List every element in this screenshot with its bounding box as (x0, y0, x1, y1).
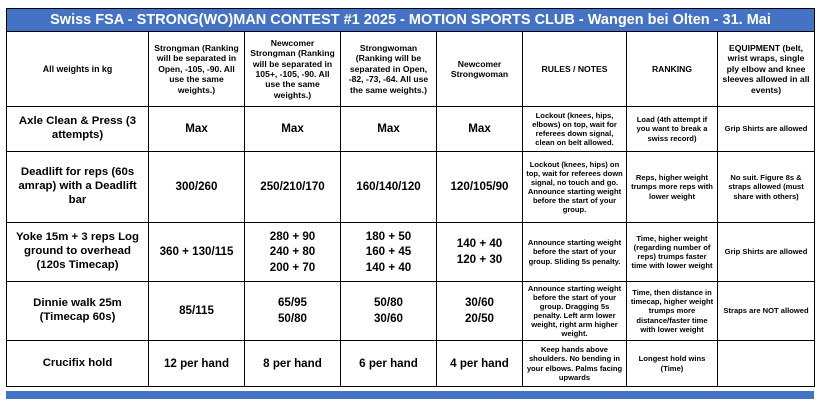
newcomer-strongman-weight: 280 + 90 240 + 80 200 + 70 (245, 223, 341, 282)
newcomer-strongman-weight: Max (245, 107, 341, 152)
contest-table (6, 8, 815, 387)
event-name: Axle Clean & Press (3 attempts) (7, 107, 149, 152)
strongman-weight: 12 per hand (149, 341, 245, 387)
equipment-note: Straps are NOT allowed (718, 282, 815, 341)
strongman-weight: Max (149, 107, 245, 152)
strongwoman-weight: 50/80 30/60 (341, 282, 437, 341)
table-row (7, 107, 815, 152)
event-name: Crucifix hold (7, 341, 149, 387)
header-strongman: Strongman (Ranking will be separated in Open, -105, -90. All use the same weights.) (149, 32, 245, 107)
newcomer-strongwoman-weight: 30/60 20/50 (437, 282, 523, 341)
header-weights: All weights in kg (7, 32, 149, 107)
equipment-note: Grip Shirts are allowed (718, 223, 815, 282)
event-name: Deadlift for reps (60s amrap) with a Deadlift bar (7, 152, 149, 223)
header-strongwoman: Strongwoman (Ranking will be separated in Open, -82, -73, -64. All use the same weights.) (341, 32, 437, 107)
newcomer-strongwoman-weight: 4 per hand (437, 341, 523, 387)
equipment-note: Grip Shirts are allowed (718, 107, 815, 152)
event-name: Yoke 15m + 3 reps Log ground to overhead (120s Timecap) (7, 223, 149, 282)
header-newcomer-strongwoman: Newcomer Strongwoman (437, 32, 523, 107)
rules-note: Keep hands above shoulders. No bending in your elbows. Palms facing upwards (523, 341, 627, 387)
strongwoman-weight: 160/140/120 (341, 152, 437, 223)
equipment-note: No suit. Figure 8s & straps allowed (must share with others) (718, 152, 815, 223)
newcomer-strongman-weight: 250/210/170 (245, 152, 341, 223)
strongman-weight: 85/115 (149, 282, 245, 341)
contest-table-sheet (6, 8, 814, 387)
ranking-note: Reps, higher weight trumps more reps with lower weight (627, 152, 718, 223)
ranking-note: Longest hold wins (Time) (627, 341, 718, 387)
newcomer-strongman-weight: 65/95 50/80 (245, 282, 341, 341)
strongman-weight: 300/260 (149, 152, 245, 223)
rules-note: Announce starting weight before the start of your group. Sliding 5s penalty. (523, 223, 627, 282)
rules-note: Lockout (knees, hips, elbows) on top, wait for referees down signal, clean on belt allowed. (523, 107, 627, 152)
ranking-note: Load (4th attempt if you want to break a swiss record) (627, 107, 718, 152)
header-newcomer-strongman: Newcomer Strongman (Ranking will be separated in 105+, -105, -90. All use the same weights.) (245, 32, 341, 107)
ranking-note: Time, then distance in timecap, higher weight trumps more distance/faster time with lower weight (627, 282, 718, 341)
ranking-note: Time, higher weight (regarding number of reps) trumps faster time with lower weight (627, 223, 718, 282)
strongwoman-weight: 6 per hand (341, 341, 437, 387)
table-row (7, 223, 815, 282)
strongwoman-weight: Max (341, 107, 437, 152)
rules-note: Lockout (knees, hips) on top, wait for referees down signal, no touch and go. Announce starting weight before the start of your group. (523, 152, 627, 223)
table-row (7, 282, 815, 341)
header-equipment: EQUIPMENT (belt, wrist wraps, single ply elbow and knee sleeves allowed in all events) (718, 32, 815, 107)
header-ranking: RANKING (627, 32, 718, 107)
header-rules: RULES / NOTES (523, 32, 627, 107)
equipment-note (718, 341, 815, 387)
newcomer-strongwoman-weight: 140 + 40 120 + 30 (437, 223, 523, 282)
bottom-bar (6, 391, 814, 399)
newcomer-strongman-weight: 8 per hand (245, 341, 341, 387)
event-name: Dinnie walk 25m (Timecap 60s) (7, 282, 149, 341)
table-row (7, 341, 815, 387)
rules-note: Announce starting weight before the start of your group. Dragging 5s penalty. Left arm lower weight, right arm higher weight. (523, 282, 627, 341)
newcomer-strongwoman-weight: 120/105/90 (437, 152, 523, 223)
newcomer-strongwoman-weight: Max (437, 107, 523, 152)
strongman-weight: 360 + 130/115 (149, 223, 245, 282)
table-row (7, 152, 815, 223)
table-title: Swiss FSA - STRONG(WO)MAN CONTEST #1 2025 - MOTION SPORTS CLUB - Wangen bei Olten - 31. Mai (7, 9, 815, 32)
strongwoman-weight: 180 + 50 160 + 45 140 + 40 (341, 223, 437, 282)
